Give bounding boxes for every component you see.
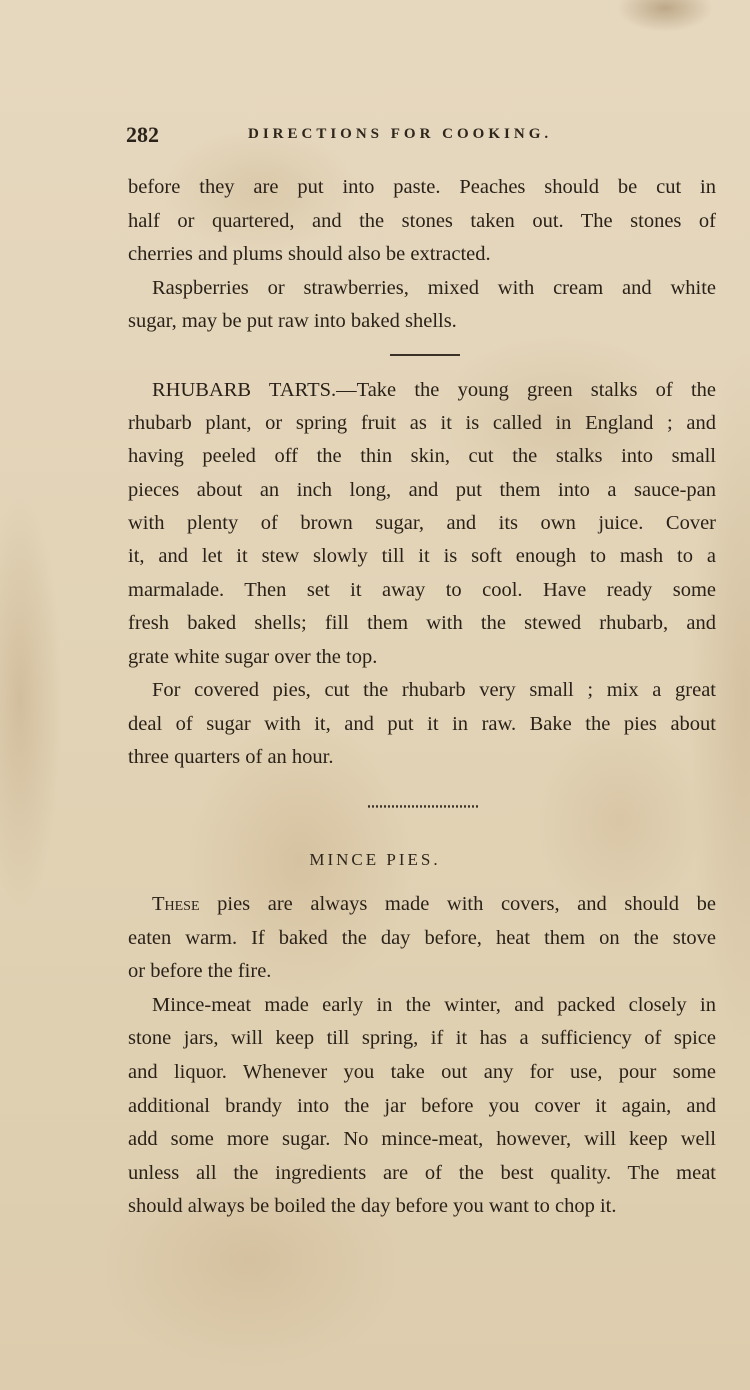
text-line: deal of sugar with it, and put it in raw. Bake the pies about	[128, 713, 716, 735]
text-line: grate white sugar over the top.	[128, 646, 378, 668]
text-span: pies are always made with covers, and should be	[199, 893, 716, 915]
text-line: add some more sugar. No mince-meat, however, will keep well	[128, 1128, 716, 1150]
lead-word: These	[152, 893, 200, 915]
text-line: and liquor. Whenever you take out any for use, pour some	[128, 1061, 716, 1083]
text-line	[152, 891, 716, 917]
section-title: MINCE PIES.	[309, 850, 441, 869]
text-line: marmalade. Then set it away to cool. Have ready some	[128, 579, 716, 601]
text-line: pieces about an inch long, and put them into a sauce-pan	[128, 479, 716, 501]
text-line: should always be boiled the day before you want to chop it.	[128, 1195, 617, 1217]
text-line: Mince-meat made early in the winter, and packed closely in	[152, 994, 716, 1016]
text-line: Raspberries or strawberries, mixed with cream and white	[152, 277, 716, 299]
page-number: 282	[126, 122, 159, 147]
text-line: half or quartered, and the stones taken out. The stones of	[128, 210, 716, 232]
text-line: additional brandy into the jar before you cover it again, and	[128, 1095, 716, 1117]
ornamental-divider	[368, 802, 478, 810]
text-line: unless all the ingredients are of the best quality. The meat	[128, 1162, 716, 1184]
page-header	[126, 122, 726, 152]
text-line: eaten warm. If baked the day before, heat them on the stove	[128, 927, 716, 949]
text-line: cherries and plums should also be extracted.	[128, 243, 491, 265]
text-line: rhubarb plant, or spring fruit as it is called in England ; and	[128, 412, 716, 434]
text-line: For covered pies, cut the rhubarb very small ; mix a great	[152, 679, 716, 701]
text-line: three quarters of an hour.	[128, 746, 334, 768]
recipe-heading-line: RHUBARB TARTS.—Take the young green stalks of the	[152, 379, 716, 401]
text-line: with plenty of brown sugar, and its own juice. Cover	[128, 512, 716, 534]
text-line: before they are put into paste. Peaches should be cut in	[128, 176, 716, 198]
text-line: sugar, may be put raw into baked shells.	[128, 310, 457, 332]
section-divider-rule	[390, 354, 460, 356]
text-line: stone jars, will keep till spring, if it has a sufficiency of spice	[128, 1027, 716, 1049]
text-line: it, and let it stew slowly till it is soft enough to mash to a	[128, 545, 716, 567]
text-line: having peeled off the thin skin, cut the stalks into small	[128, 445, 716, 467]
running-head: DIRECTIONS FOR COOKING.	[248, 126, 553, 142]
text-line: or before the fire.	[128, 960, 272, 982]
text-line: fresh baked shells; fill them with the stewed rhubarb, and	[128, 612, 716, 634]
